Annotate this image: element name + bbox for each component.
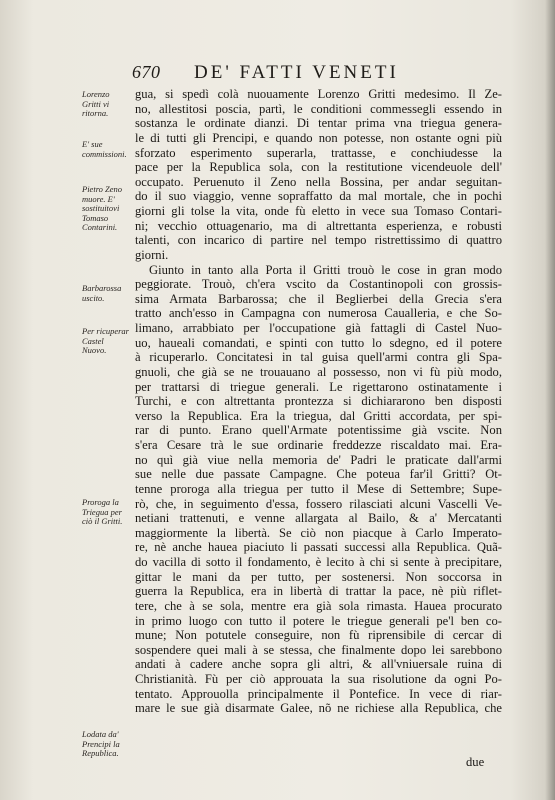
text-line: limano, arrabbiato per l'occupatione già fattagli di Castel Nuo- [135,321,502,335]
text-line: tenne proroga alla triegua per tutto il Mese di Settembre; Supe- [135,481,502,496]
page-number: 670 [132,62,161,82]
running-title: DE' FATTI VENETI [194,62,399,83]
text-line: per trattarsi di triegue generali. Le rigettarono ostinatamente i [135,379,502,394]
text-line: ni; vecchio ottuagenario, ma di altrettanta esperienza, e robusti [135,218,502,233]
text-line: talenti, con incarico di partire nel tempo ristrettissimo di quattro [135,233,502,248]
margin-note: Pietro Zeno muore. E' sostituitovi Tomaso Contarini. [82,184,123,232]
text-line: gnuoli, che già se ne trouauano al possesso, non vi fù più modo, [135,364,502,379]
text-line: Christianità. Fù per ciò approuata la sua risolutione da ogni Po- [135,672,502,686]
text-line: à ricuperarlo. Concitatesi in tal guisa quell'armi contra gli Spa- [135,350,502,365]
text-line: guerra la Republica, era in libertà di trattar la pace, nè più riflet- [135,584,502,599]
margin-note: Barbarossa uscito. [82,283,122,303]
body-text [135,87,502,716]
text-line: tere, che à se sola, mentre era già sola rimasta. Hauea procurato [135,598,502,613]
text-line: occupato. Peruenuto il Zeno nella Bossina, per andar seguitan- [135,174,502,189]
page-header [132,62,472,84]
text-line: netiani trattenuti, e venne allargata al Bailo, & a' Mercatanti [135,511,502,526]
text-line: Giunto in tanto alla Porta il Gritti trouò le cose in gran modo [149,262,502,277]
text-line: no, allestitosi poscia, partì, le conditioni commessegli essendo in [135,101,502,116]
text-line: rar di punto. Erano quell'Armate potentissime già vscite. Non [135,423,502,438]
catchword: due [466,755,485,769]
text-line: no quì già viue nella memoria de' Padri le praticate dall'armi [135,452,502,467]
text-line: tentato. Approuolla principalmente il Pontefice. In vece di riar- [135,686,502,701]
text-line: sostanza le ordinate dianzi. Di tentar prima vna triegua genera- [135,116,502,131]
text-line: le di tutti gli Prencipi, e quando non potesse, non ostante ogni più [135,130,502,145]
text-line: verso la Republica. Era la triegua, dal Gritti accordata, per spi- [135,408,502,423]
text-line: do vacilla di sotto il fondamento, è lecito à chi si sente à precipitare, [135,555,502,569]
text-line: uo, haueali comandati, e spinti con tutto lo sdegno, ed il potere [135,335,502,350]
margin-note: Lorenzo Gritti vi ritorna. [82,89,110,118]
margin-note: E' sue commissioni. [82,139,127,159]
text-line: maggiormente la libertà. Se ciò non piacque à Carlo Imperato- [135,525,502,540]
text-line: sforzato esperimento superarla, trattasse, e conchiudesse la [135,145,502,160]
text-line: gua, si spedì colà nuouamente Lorenzo Gritti medesimo. Il Ze- [135,87,502,101]
margin-notes [82,0,130,800]
margin-note: Proroga la Triegua per ciò il Gritti. [82,497,123,526]
text-line: do il suo viaggio, venne sopraffatto da mal mortale, che in pochi [135,189,502,204]
text-line: andati à cadere anche sopra gli altri, & all'vniuersale ruina di [135,657,502,672]
text-line: s'era Cesare trà le sue ordinarie freddezze riscaldato mai. Era- [135,438,502,452]
text-line: gittar le mani da per tutto, per sostenersi. Non soccorsa in [135,569,502,584]
text-line: mune; Non potutele conseguire, non fù riprensibile di cercar di [135,628,502,643]
text-line: in primo luogo con tutto il potere le triegue generali pe'l ben co- [135,613,502,628]
text-line: re, nè anche hauea piaciuto li passati successi alla Republica. Quã- [135,540,502,555]
text-line: pace per la Republica sola, con la restitutione vicendeuole dell' [135,160,502,175]
text-line: rò, che, in seguimento d'essa, fossero rilasciati alcuni Vascelli Ve- [135,496,502,511]
text-line: sue nelle due passate Campagne. Che poteua far'il Gritti? Ot- [135,467,502,482]
text-line: peggiorate. Trouò, ch'era vscito da Costantinopoli con grossis- [135,277,502,292]
text-line: Turchi, e con altrettanta prontezza si dichiararono ben disposti [135,394,502,409]
text-line: mare le sue già disarmate Galee, nõ ne richiese alla Republica, che [135,701,502,716]
text-line: sima Armata Barbarossa; che il Beglierbei della Grecia s'era [135,291,502,306]
margin-note: Per ricuperar Castel Nuovo. [82,326,129,355]
text-line: giorni. [135,247,169,262]
text-line: giorni gli tolse la vita, onde fù eletto in vece sua Tomaso Contari- [135,204,502,218]
margin-note: Lodata da' Prencipi la Republica. [82,729,120,758]
text-line: tratto anch'esso in Campagna con numerosa Caualleria, e che So- [135,306,502,321]
text-line: sospendere quei mali à se stessa, che finalmente dopo lei sarebbono [135,642,502,657]
page-edge-shadow [545,0,555,800]
